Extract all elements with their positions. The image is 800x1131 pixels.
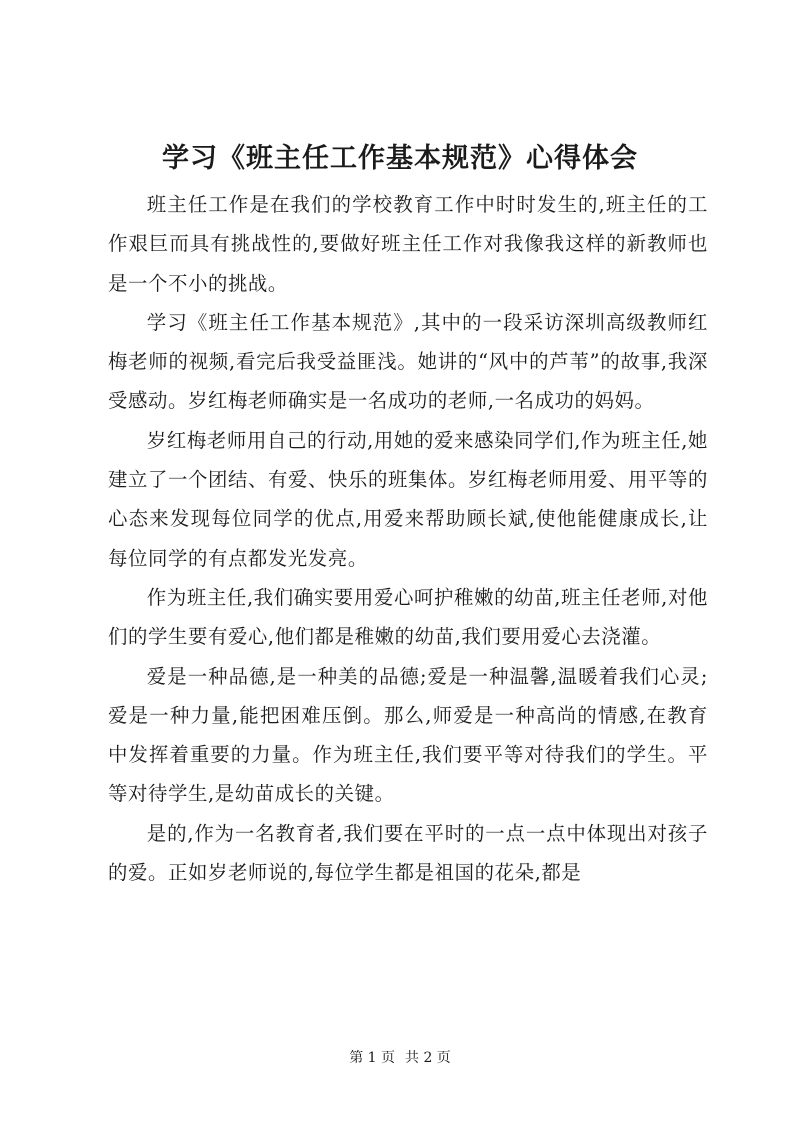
document-body bbox=[108, 185, 708, 892]
page-number: 第 1 页 bbox=[349, 1050, 395, 1066]
paragraph: 班主任工作是在我们的学校教育工作中时时发生的,班主任的工作艰巨而具有挑战性的,要做好班主任工作对我像我这样的新教师也是一个不小的挑战。 bbox=[108, 193, 708, 295]
paragraph: 学习《班主任工作基本规范》,其中的一段采访深圳高级教师红梅老师的视频,看完后我受益匪浅。她讲的“风中的芦苇”的故事,我深受感动。岁红梅老师确实是一名成功的老师,一名成功的妈妈。 bbox=[108, 310, 708, 413]
page-footer bbox=[0, 1048, 800, 1068]
paragraph: 爱是一种品德,是一种美的品德;爱是一种温馨,温暖着我们心灵;爱是一种力量,能把困难压倒。那么,师爱是一种高尚的情感,在教育中发挥着重要的力量。作为班主任,我们要平等对待我们的学生。平等对待学生,是幼苗成长的关键。 bbox=[108, 664, 708, 806]
paragraph: 岁红梅老师用自己的行动,用她的爱来感染同学们,作为班主任,她建立了一个团结、有爱、快乐的班集体。岁红梅老师用爱、用平等的心态来发现每位同学的优点,用爱来帮助顾长斌,使他能健康成长,让每位同学的有点都发光发亮。 bbox=[108, 428, 708, 570]
page-total: 共 2 页 bbox=[405, 1050, 451, 1066]
paragraph: 作为班主任,我们确实要用爱心呵护稚嫩的幼苗,班主任老师,对他们的学生要有爱心,他们都是稚嫩的幼苗,我们要用爱心去浇灌。 bbox=[108, 585, 708, 649]
paragraph: 是的,作为一名教育者,我们要在平时的一点一点中体现出对孩子的爱。正如岁老师说的,每位学生都是祖国的花朵,都是 bbox=[108, 821, 708, 885]
document-title: 学习《班主任工作基本规范》心得体会 bbox=[162, 143, 638, 174]
